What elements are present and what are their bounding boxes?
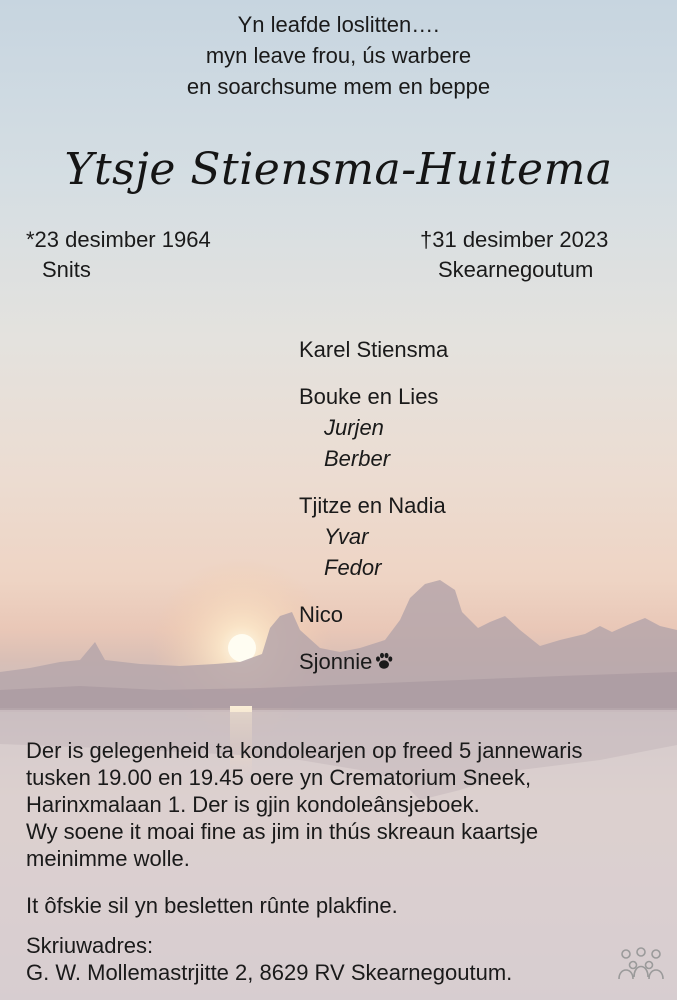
family-parents-1: Bouke en Lies	[299, 384, 439, 409]
family-grandchild: Berber	[324, 446, 391, 471]
birth-date: *23 desimber 1964	[26, 227, 211, 252]
birth-place: Snits	[42, 257, 91, 282]
family-pet: Sjonnie	[299, 649, 373, 674]
condolence-line: meinimme wolle.	[26, 846, 190, 871]
condolence-text	[26, 737, 666, 872]
address-value: G. W. Mollemastrjitte 2, 8629 RV Skearnegoutum.	[26, 960, 513, 985]
family-pet-row	[299, 647, 448, 679]
deceased-name: Ytsje Stiensma-Huitema	[64, 144, 613, 195]
address-block	[26, 932, 666, 986]
family-grandchild: Jurjen	[324, 415, 384, 440]
family-list	[299, 335, 448, 679]
people-group-logo	[616, 945, 666, 990]
address-label: Skriuwadres:	[26, 933, 154, 958]
condolence-line: Harinxmalaan 1. Der is gjin kondoleânsjeboek.	[26, 792, 480, 817]
condolence-line: tusken 19.00 en 19.45 oere yn Crematorium Sneek,	[26, 765, 532, 790]
death-date: †31 desimber 2023	[420, 227, 609, 252]
family-husband: Karel Stiensma	[299, 337, 449, 362]
death-place: Skearnegoutum	[438, 257, 594, 282]
family-grandchild: Yvar	[324, 524, 369, 549]
paw-icon	[374, 649, 394, 679]
intro-line-2: myn leave frou, ús warbere	[205, 43, 472, 68]
farewell-text: It ôfskie sil yn besletten rûnte plakfine.	[26, 893, 398, 918]
family-son: Nico	[299, 602, 344, 627]
family-grandchild: Fedor	[324, 555, 382, 580]
family-parents-2: Tjitze en Nadia	[299, 493, 446, 518]
intro-line-3: en soarchsume mem en beppe	[186, 74, 491, 99]
condolence-line: Der is gelegenheid ta kondolearjen op freed 5 jannewaris	[26, 738, 583, 763]
intro-line-1: Yn leafde loslitten….	[237, 12, 440, 37]
condolence-line: Wy soene it moai fine as jim in thús skreaun kaartsje	[26, 819, 539, 844]
